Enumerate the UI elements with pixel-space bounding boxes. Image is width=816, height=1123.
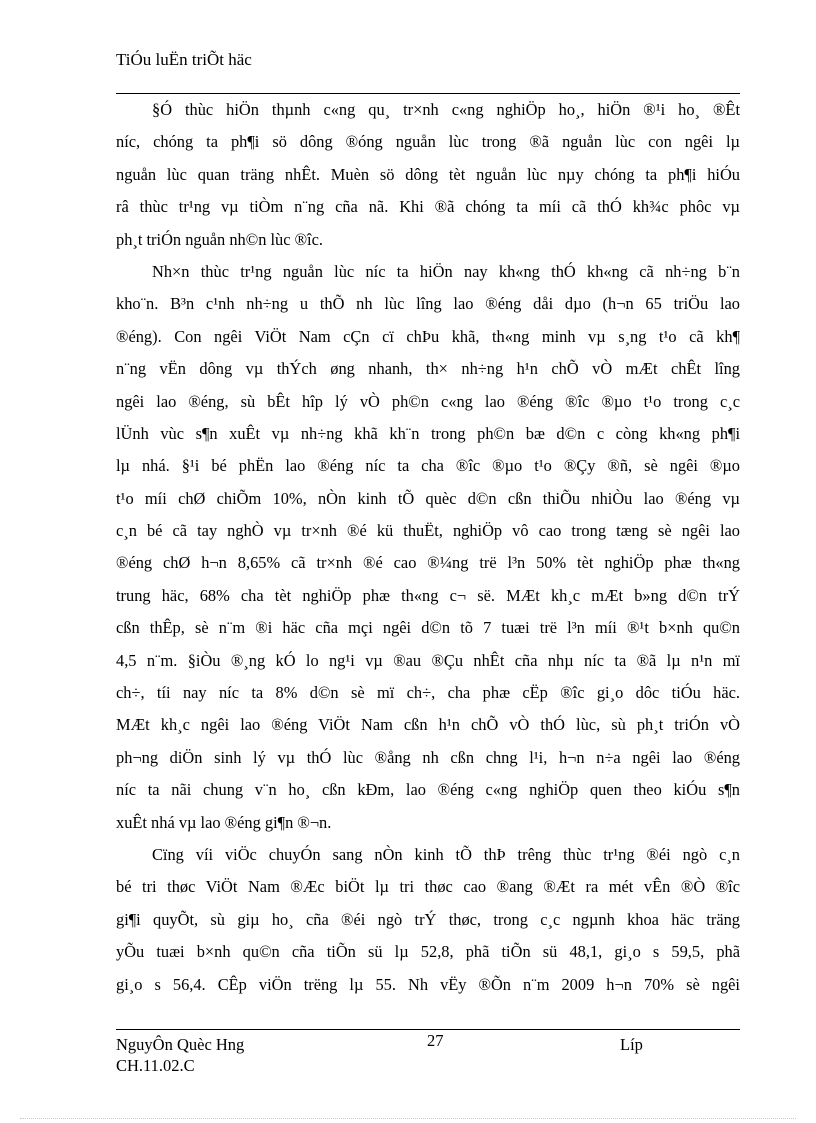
paragraph-2-line: Nh×n thùc tr¹ng nguån lùc níc ta hiÖn nay kh«ng thÓ kh«ng cã nh÷ng b¨n (152, 261, 740, 281)
paragraph-2-line: ®éng chØ h¬n 8,65% cã tr×nh ®é cao ®¼ng trë l³n 50% tèt nghiÖp phæ th«ng (116, 553, 740, 573)
paragraph-2-line: ngêi lao ®éng, sù bÊt hîp lý vÒ ph©n c«ng lao ®éng ®îc ®µo t¹o trong c¸c (116, 391, 740, 411)
paragraph-2-line: ph¬ng diÖn sinh lý vµ thÓ lùc ®ång nh cßn chng l¹i, h¬n n÷a ngêi lao ®éng (116, 747, 740, 767)
paragraph-1-line: ph¸t triÓn nguån nh©n lùc ®îc. (116, 229, 323, 249)
paragraph-2-line: ch÷, tíi nay níc ta 8% d©n sè mï ch÷, cha phæ cËp ®îc gi¸o dôc tiÓu häc. (116, 683, 740, 703)
paragraph-2-line: cßn thÊp, sè n¨m ®i häc cña mçi ngêi d©n tõ 7 tuæi trë l³n míi ®¹t b×nh qu©n (116, 618, 740, 638)
paragraph-1-line: râ thùc tr¹ng vµ tiÒm n¨ng cña nã. Khi ®ã chóng ta míi cã thÓ kh¾c phôc vµ (116, 197, 740, 217)
running-header-title: TiÓu luËn triÕt häc (116, 50, 252, 69)
footer-author (116, 1034, 244, 1076)
paragraph-2-line: ®éng). Con ngêi ViÖt Nam cÇn cï chÞu khã, th«ng minh vµ s¸ng t¹o cã kh¶ (116, 326, 740, 346)
paragraph-3-line: bé tri thøc ViÖt Nam ®Æc biÖt lµ tri thøc cao ®ang ®Æt ra mét vÊn ®Ò ®îc (116, 877, 740, 897)
paragraph-2-line: trung häc, 68% cha tèt nghiÖp phæ th«ng c¬ së. MÆt kh¸c mÆt b»ng d©n trÝ (116, 585, 740, 605)
paragraph-1-line: §Ó thùc hiÖn thµnh c«ng qu¸ tr×nh c«ng nghiÖp ho¸, hiÖn ®¹i ho¸ ®Êt (152, 100, 740, 119)
paragraph-2-line: MÆt kh¸c ngêi lao ®éng ViÖt Nam cßn h¹n chÕ vÒ thÓ lùc, sù ph¸t triÓn vÒ (116, 715, 740, 735)
author-name: NguyÔn Quèc Hng (116, 1035, 245, 1054)
paragraph-2-line: n¨ng vËn dông vµ thÝch øng nhanh, th× nh÷ng h¹n chÕ vÒ mÆt chÊt lîng (116, 359, 740, 379)
page-edge-divider (20, 1118, 796, 1119)
paragraph-3-line: gi¶i quyÕt, sù giµ ho¸ cña ®éi ngò trÝ thøc, trong c¸c ngµnh khoa häc träng (116, 909, 740, 929)
paragraph-3-line: yÕu tuæi b×nh qu©n cña tiÕn sü lµ 52,8, phã tiÕn sü 48,1, gi¸o s 59,5, phã (116, 942, 740, 962)
paragraph-1-line: nguån lùc quan träng nhÊt. Muèn sö dông tèt nguån lùc nµy chóng ta ph¶i hiÓu (116, 164, 740, 184)
paragraph-3-line: Cïng víi viÖc chuyÓn sang nÒn kinh tÕ thÞ trêng thùc tr¹ng ®éi ngò c¸n (152, 844, 740, 864)
paragraph-1-line: níc, chóng ta ph¶i sö dông ®óng nguån lùc trong ®ã nguån lùc con ngêi lµ (116, 132, 740, 152)
paragraph-2-line: kho¨n. B³n c¹nh nh÷ng u thÕ nh lùc lîng lao ®éng dåi dµo (h¬n 65 triÖu lao (116, 294, 740, 314)
paragraph-2-line: c¸n bé cã tay nghÒ vµ tr×nh ®é kü thuËt, nghiÖp vô cao trong tæng sè ngêi lao (116, 521, 740, 541)
paragraph-2-line: 4,5 n¨m. §iÒu ®¸ng kÓ lo ng¹i vµ ®au ®Çu nhÊt cña nhµ níc ta ®ã lµ n¹n mï (116, 650, 740, 670)
class-code: CH.11.02.C (116, 1056, 195, 1075)
paragraph-2-line: lµ nhá. §¹i bé phËn lao ®éng níc ta cha ®îc ®µo t¹o ®Çy ®ñ, sè ngêi ®µo (116, 456, 740, 476)
paragraph-2-line: t¹o míi chØ chiÕm 10%, nÒn kinh tÕ quèc d©n cßn thiÕu nhiÒu lao ®éng vµ (116, 488, 740, 508)
body-text (116, 94, 740, 1001)
page-number: 27 (427, 1031, 444, 1050)
paragraph-2-line: lÜnh vùc s¶n xuÊt vµ nh÷ng khã kh¨n trong ph©n bæ d©n c còng kh«ng ph¶i (116, 423, 740, 443)
footer-class-label: Líp (620, 1035, 643, 1054)
paragraph-2-line: níc ta nãi chung v¨n ho¸ cßn kÐm, lao ®éng c«ng nghiÖp quen theo kiÓu s¶n (116, 780, 740, 800)
paragraph-2-line: xuÊt nhá vµ lao ®éng gi¶n ®¬n. (116, 812, 332, 832)
paragraph-3-line: gi¸o s 56,4. CÊp viÖn trëng lµ 55. Nh vËy ®Õn n¨m 2009 h¬n 70% sè ngêi (116, 974, 740, 994)
